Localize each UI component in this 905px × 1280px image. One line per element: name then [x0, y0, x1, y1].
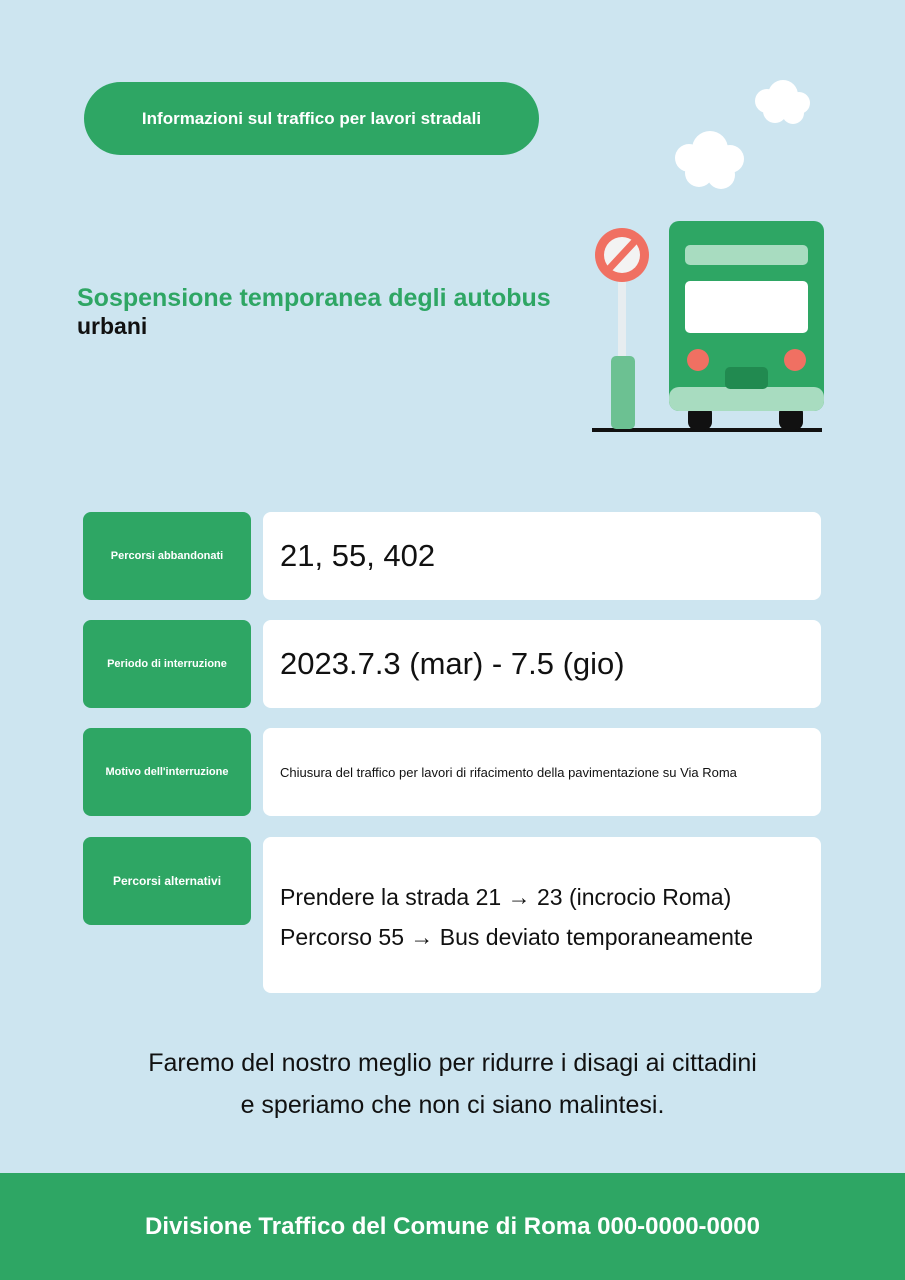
closing-line2: e speriamo che non ci siano malintesi.	[240, 1091, 665, 1119]
closing-message	[0, 1042, 905, 1126]
info-row-value: 2023.7.3 (mar) - 7.5 (gio)	[263, 620, 821, 708]
info-row-label: Periodo di interruzione	[83, 620, 251, 708]
bus-icon	[669, 221, 824, 430]
no-entry-sign-icon	[595, 228, 649, 282]
info-row-label: Percorsi alternativi	[83, 837, 251, 925]
footer-text: Divisione Traffico del Comune di Roma 000-0000-0000	[145, 1212, 760, 1240]
bus-stop-pole-icon	[611, 280, 635, 429]
footer-contact	[0, 1173, 905, 1280]
info-row-label: Percorsi abbandonati	[83, 512, 251, 600]
alternative-route-line: Prendere la strada 21 → 23 (incrocio Roma)	[280, 884, 732, 910]
alternative-route-line: Percorso 55 → Bus deviato temporaneamente	[280, 924, 754, 950]
header-pill-label: Informazioni sul traffico per lavori stradali	[141, 108, 482, 128]
info-row-value	[263, 837, 821, 993]
cloud-icon	[755, 80, 810, 124]
page-title-line2: urbani	[77, 313, 148, 339]
page-title	[77, 284, 551, 340]
bus-stop-illustration	[585, 75, 830, 440]
header-pill	[84, 82, 539, 155]
cloud-icon	[675, 131, 744, 189]
info-row-value: Chiusura del traffico per lavori di rifacimento della pavimentazione su Via Roma	[263, 728, 821, 816]
info-row-label: Motivo dell'interruzione	[83, 728, 251, 816]
closing-line1: Faremo del nostro meglio per ridurre i disagi ai cittadini	[148, 1049, 757, 1077]
info-row-value: 21, 55, 402	[263, 512, 821, 600]
page-title-line1: Sospensione temporanea degli autobus	[77, 284, 551, 312]
